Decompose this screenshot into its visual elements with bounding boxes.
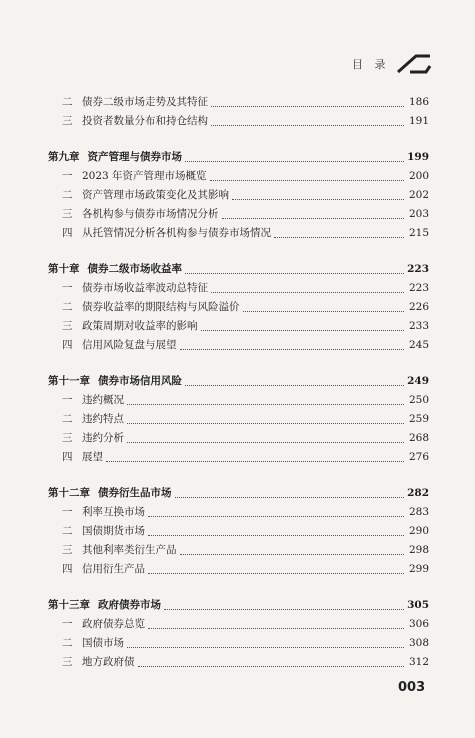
section-number: 二 — [62, 525, 73, 537]
leader-dots — [127, 393, 404, 405]
section-number: 一 — [62, 170, 73, 182]
page-number: 276 — [408, 451, 429, 463]
page-number: 268 — [408, 432, 429, 444]
section-number: 四 — [62, 563, 73, 575]
leader-dots — [164, 598, 404, 610]
toc-entry[interactable] — [48, 93, 429, 112]
section-number: 三 — [62, 544, 73, 556]
toc-entry[interactable] — [48, 429, 429, 448]
page-number: 298 — [408, 544, 429, 556]
section-title: 违约分析 — [82, 432, 124, 444]
chapter-title: 债券衍生品市场 — [98, 487, 172, 499]
section-title: 投资者数量分布和持仓结构 — [82, 115, 208, 127]
chapter-entry[interactable] — [48, 148, 429, 167]
toc-entry[interactable] — [48, 167, 429, 186]
book-corner-icon — [396, 52, 432, 74]
section-title: 信用衍生产品 — [82, 563, 145, 575]
chapter-entry[interactable] — [48, 484, 429, 503]
chapter-number: 第十章 — [48, 263, 80, 275]
leader-dots — [211, 114, 404, 126]
page-number: 191 — [408, 115, 429, 127]
page-number: 259 — [408, 413, 429, 425]
page-number: 283 — [408, 506, 429, 518]
page-number: 299 — [408, 563, 429, 575]
section-title: 资产管理市场政策变化及其影响 — [82, 189, 229, 201]
section-number: 三 — [62, 320, 73, 332]
page-number: 186 — [408, 96, 429, 108]
toc-entry[interactable] — [48, 279, 429, 298]
page-number: 305 — [407, 599, 429, 611]
page-number: 312 — [408, 656, 429, 668]
leader-dots — [148, 524, 404, 536]
section-number: 二 — [62, 637, 73, 649]
page-number: 203 — [408, 208, 429, 220]
leader-dots — [274, 226, 404, 238]
toc-entry[interactable] — [48, 410, 429, 429]
toc-entry[interactable] — [48, 112, 429, 131]
leader-dots — [201, 319, 405, 331]
leader-dots — [175, 486, 405, 498]
page-number: 290 — [408, 525, 429, 537]
section-title: 信用风险复盘与展望 — [82, 339, 177, 351]
leader-dots — [185, 150, 404, 162]
section-title: 政府债券总览 — [82, 618, 145, 630]
chapter-entry[interactable] — [48, 372, 429, 391]
section-number: 四 — [62, 227, 73, 239]
section-title: 利率互换市场 — [82, 506, 145, 518]
chapter-number: 第十一章 — [48, 375, 90, 387]
page-number: 250 — [408, 394, 429, 406]
page-number: 223 — [407, 263, 429, 275]
leader-dots — [185, 262, 404, 274]
header-title: 目 录 — [352, 58, 390, 71]
section-number: 四 — [62, 339, 73, 351]
leader-dots — [185, 374, 404, 386]
page-number: 215 — [408, 227, 429, 239]
leader-dots — [148, 505, 404, 517]
leader-dots — [243, 300, 405, 312]
section-number: 三 — [62, 115, 73, 127]
chapter-number: 第九章 — [48, 151, 80, 163]
toc-entry[interactable] — [48, 560, 429, 579]
toc-entry[interactable] — [48, 317, 429, 336]
toc-entry[interactable] — [48, 522, 429, 541]
leader-dots — [211, 95, 404, 107]
section-number: 三 — [62, 208, 73, 220]
section-number: 一 — [62, 394, 73, 406]
leader-dots — [106, 450, 404, 462]
toc-entry[interactable] — [48, 615, 429, 634]
leader-dots — [127, 431, 404, 443]
toc-entry[interactable] — [48, 503, 429, 522]
section-number: 三 — [62, 432, 73, 444]
chapter-title: 债券二级市场收益率 — [87, 263, 182, 275]
section-number: 二 — [62, 96, 73, 108]
toc-entry[interactable] — [48, 336, 429, 355]
section-number: 二 — [62, 413, 73, 425]
chapter-title: 政府债券市场 — [98, 599, 161, 611]
chapter-entry[interactable] — [48, 596, 429, 615]
leader-dots — [210, 169, 404, 181]
chapter-title: 债券市场信用风险 — [98, 375, 182, 387]
toc-entry[interactable] — [48, 186, 429, 205]
page-number: 245 — [408, 339, 429, 351]
page-number: 249 — [407, 375, 429, 387]
leader-dots — [211, 281, 404, 293]
page-number: 226 — [408, 301, 429, 313]
section-title: 债券二级市场走势及其特征 — [82, 96, 208, 108]
chapter-entry[interactable] — [48, 260, 429, 279]
section-number: 四 — [62, 451, 73, 463]
section-number: 二 — [62, 301, 73, 313]
leader-dots — [138, 655, 405, 667]
leader-dots — [180, 543, 405, 555]
section-number: 二 — [62, 189, 73, 201]
toc-entry[interactable] — [48, 541, 429, 560]
chapter-title: 资产管理与债券市场 — [87, 151, 182, 163]
section-title: 其他利率类衍生产品 — [82, 544, 177, 556]
section-title: 展望 — [82, 451, 103, 463]
section-title: 违约特点 — [82, 413, 124, 425]
chapter-number: 第十三章 — [48, 599, 90, 611]
section-title: 债券收益率的期限结构与风险溢价 — [82, 301, 240, 313]
section-title: 从托管情况分析各机构参与债券市场情况 — [82, 227, 271, 239]
toc-entry[interactable] — [48, 205, 429, 224]
section-title: 各机构参与债券市场情况分析 — [82, 208, 219, 220]
page-number: 200 — [408, 170, 429, 182]
table-of-contents — [48, 93, 429, 672]
page-number: 202 — [408, 189, 429, 201]
section-title: 国债市场 — [82, 637, 124, 649]
leader-dots — [148, 562, 404, 574]
leader-dots — [232, 188, 404, 200]
page-number: 282 — [407, 487, 429, 499]
toc-entry[interactable] — [48, 391, 429, 410]
section-number: 三 — [62, 656, 73, 668]
toc-entry[interactable] — [48, 224, 429, 243]
page-number: 308 — [408, 637, 429, 649]
toc-entry[interactable] — [48, 298, 429, 317]
section-title: 违约概况 — [82, 394, 124, 406]
toc-entry[interactable] — [48, 653, 429, 672]
page-number: 199 — [407, 151, 429, 163]
section-title: 政策周期对收益率的影响 — [82, 320, 198, 332]
leader-dots — [148, 617, 404, 629]
section-title: 债券市场收益率波动总特征 — [82, 282, 208, 294]
section-number: 一 — [62, 618, 73, 630]
leader-dots — [180, 338, 405, 350]
page-number: 233 — [408, 320, 429, 332]
section-title: 2023 年资产管理市场概览 — [82, 170, 207, 182]
section-number: 一 — [62, 506, 73, 518]
leader-dots — [127, 412, 404, 424]
footer-page-number: 003 — [398, 680, 426, 695]
toc-entry[interactable] — [48, 634, 429, 653]
leader-dots — [222, 207, 405, 219]
section-title: 国债期货市场 — [82, 525, 145, 537]
section-title: 地方政府债 — [82, 656, 135, 668]
section-number: 一 — [62, 282, 73, 294]
leader-dots — [127, 636, 404, 648]
chapter-number: 第十二章 — [48, 487, 90, 499]
toc-entry[interactable] — [48, 448, 429, 467]
page-number: 306 — [408, 618, 429, 630]
page-number: 223 — [408, 282, 429, 294]
